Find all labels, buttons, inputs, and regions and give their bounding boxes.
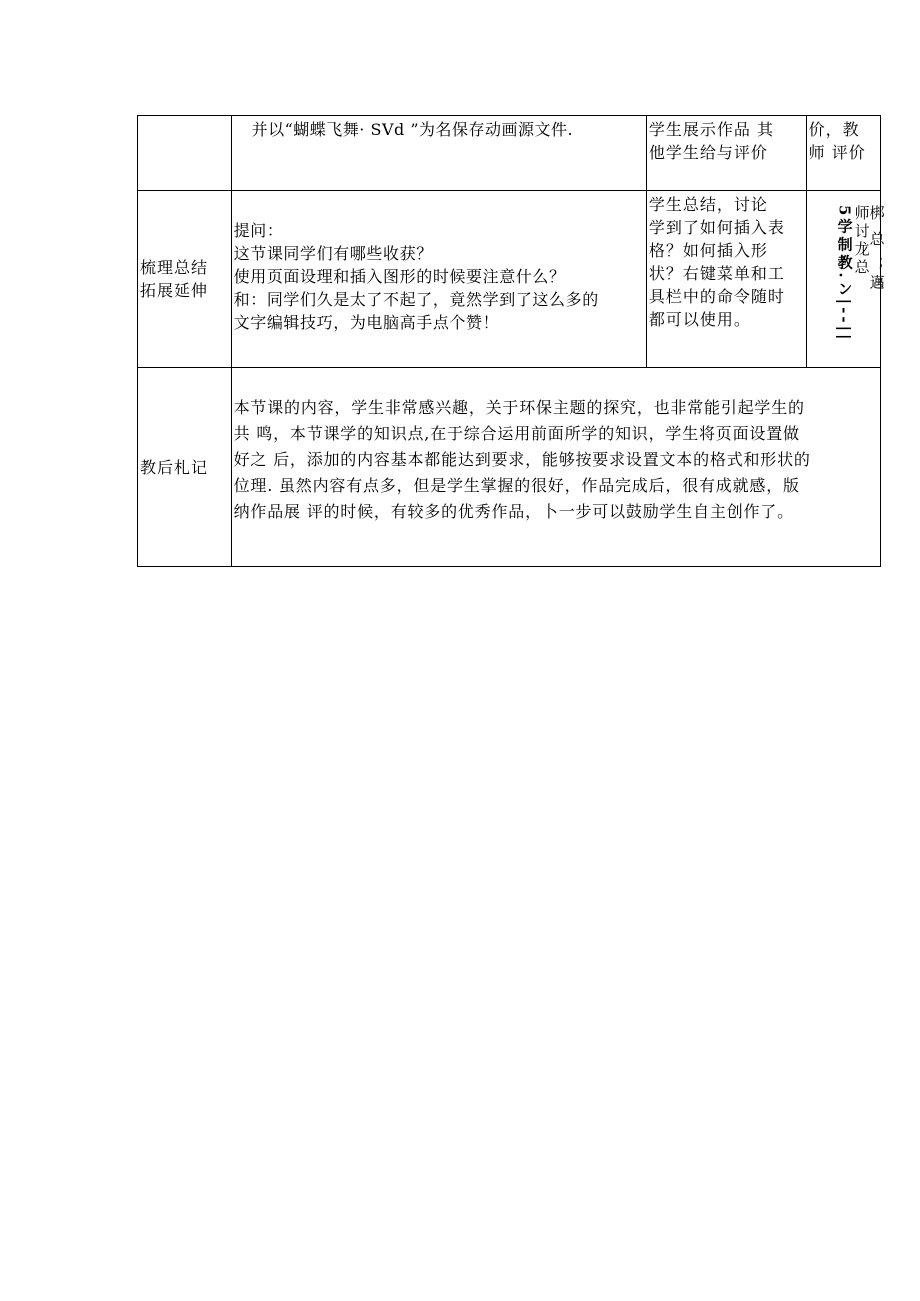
garbled-text-block [835, 205, 886, 343]
teacher-questions [231, 191, 646, 368]
student-summary-line: 学到了如何插入表 [648, 218, 785, 237]
row-label-line: 梳理总结 [140, 258, 209, 277]
teacher-activity-line: 价，教 [808, 120, 860, 139]
reflection-line: 位理. 虽然内容有点多，但是学生掌握的很好，作品完成后，很有成就感，版 [233, 476, 800, 495]
lesson-plan-table [137, 115, 886, 567]
garbled-column: 师讨龙总 [852, 205, 871, 277]
reflection-line: 纳作品展 评的时候，有较多的优秀作品，卜一步可以鼓励学生自主创作了。 [233, 502, 794, 521]
student-activity-line: 他学生给与评价 [648, 143, 768, 162]
student-summary-line: 状？右键菜单和工 [648, 264, 785, 283]
student-activity-line: 学生展示作品 其 [648, 120, 774, 139]
question-line: 提问： [233, 221, 284, 240]
student-summary-line: 都可以使用。 [648, 310, 751, 329]
table-row [138, 191, 881, 368]
student-activity [646, 116, 806, 191]
question-line: 和：同学们久是太了不起了，竟然学到了这么多的 [233, 290, 599, 309]
row-label [138, 368, 232, 567]
teacher-activity-line: 师 评价 [808, 143, 866, 162]
table-row [138, 368, 881, 567]
question-line: 文字编辑技巧，为电脑高手点个赞！ [233, 313, 500, 332]
reflection-line: 本节课的内容，学生非常感兴趣，关于环保主题的探究，也非常能引起学生的 [233, 398, 805, 417]
row-label [138, 191, 232, 368]
student-summary-line: 具栏中的命令随时 [648, 287, 785, 306]
reflection-line: 好之 后，添加的内容基本都能达到要求，能够按要求设置文本的格式和形状的 [233, 450, 811, 469]
row-label-line: 教后札记 [140, 457, 209, 477]
reflection-line: 共 鸣，本节课学的知识点,在于综合运用前面所学的知识，学生将页面设置做 [233, 424, 800, 443]
row-label-line: 拓展延伸 [140, 281, 209, 300]
question-line: 使用页面设理和插入图形的时候要注意什么？ [233, 267, 566, 286]
garbled-column: 梆 总 ；邁 [867, 205, 886, 293]
question-line: 这节课同学们有哪些收获？ [233, 244, 433, 263]
student-summary-line: 学生总结，讨论 [648, 195, 768, 214]
garbled-column: 5学制教.ン|--|| [835, 205, 854, 343]
row-label-empty [138, 116, 232, 191]
student-summary-line: 格？如何插入形 [648, 241, 768, 260]
post-lesson-reflection [231, 368, 880, 567]
activity-text: 并以“蝴蝶飞舞· SVd ”为名保存动画源文件. [231, 116, 646, 191]
teacher-note-garbled [806, 191, 886, 368]
teacher-activity [806, 116, 880, 191]
table-row [138, 116, 881, 191]
student-summary [646, 191, 806, 368]
